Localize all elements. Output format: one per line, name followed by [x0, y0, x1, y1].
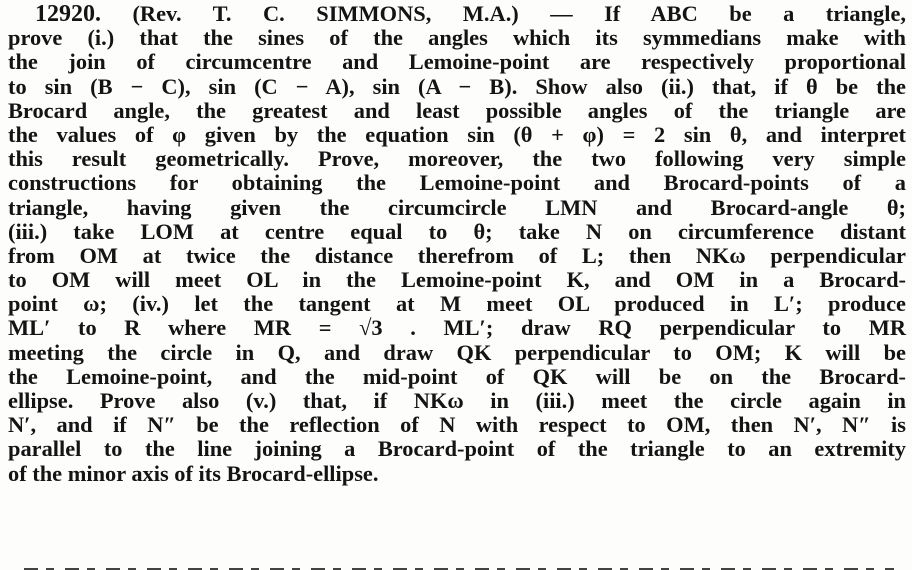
problem-text-line: (iii.) take LOM at centre equal to θ; take N on circumference distant: [8, 218, 906, 244]
problem-text-line: meeting the circle in Q, and draw QK perpendicular to OM; K will be: [8, 339, 906, 365]
problem-text-line: parallel to the line joining a Brocard-point of the triangle to an extremity: [8, 436, 906, 462]
problem-text-line: N′, and if N″ be the reflection of N with respect to OM, then N′, N″ is: [8, 412, 906, 438]
problem-text-line: triangle, having given the circumcircle LMN and Brocard-angle θ;: [8, 194, 906, 220]
problem-text-line: this result geometrically. Prove, moreover, the two following very simple: [8, 146, 906, 172]
problem-text-line: the Lemoine-point, and the mid-point of QK will be on the Brocard-: [8, 363, 906, 389]
problem-text-line: of the minor axis of its Brocard-ellipse.: [8, 460, 379, 486]
problem-text-line: ellipse. Prove also (v.) that, if NKω in (iii.) meet the circle again in: [8, 388, 906, 413]
next-problem-cutoff: [24, 562, 894, 570]
problem-text-line: to sin (B − C), sin (C − A), sin (A − B). Show also (ii.) that, if θ be the: [8, 73, 906, 99]
problem-12920: [8, 2, 906, 486]
problem-text-line: prove (i.) that the sines of the angles which its symmedians make with: [8, 25, 906, 51]
problem-text-line: the values of φ given by the equation sin (θ + φ) = 2 sin θ, and interpret: [8, 121, 906, 147]
problem-number: 12920.: [35, 1, 101, 27]
problem-text-line: from OM at twice the distance therefrom of L; then NKω perpendicular: [8, 242, 906, 268]
problem-text-line: ML′ to R where MR = √3 . ML′; draw RQ perpendicular to MR: [8, 315, 906, 341]
problem-text-line: to OM will meet OL in the Lemoine-point K, and OM in a Brocard-: [8, 267, 906, 293]
problem-text-line: point ω; (iv.) let the tangent at M meet OL produced in L′; produce: [8, 291, 906, 317]
problem-text-line: the join of circumcentre and Lemoine-point are respectively proportional: [8, 49, 906, 75]
problem-text-line: (Rev. T. C. SIMMONS, M.A.) — If ABC be a triangle,: [101, 1, 906, 26]
problem-text-line: Brocard angle, the greatest and least possible angles of the triangle are: [8, 97, 906, 123]
problem-line-1: [8, 2, 906, 26]
problem-text-line: constructions for obtaining the Lemoine-point and Brocard-points of a: [8, 170, 906, 196]
